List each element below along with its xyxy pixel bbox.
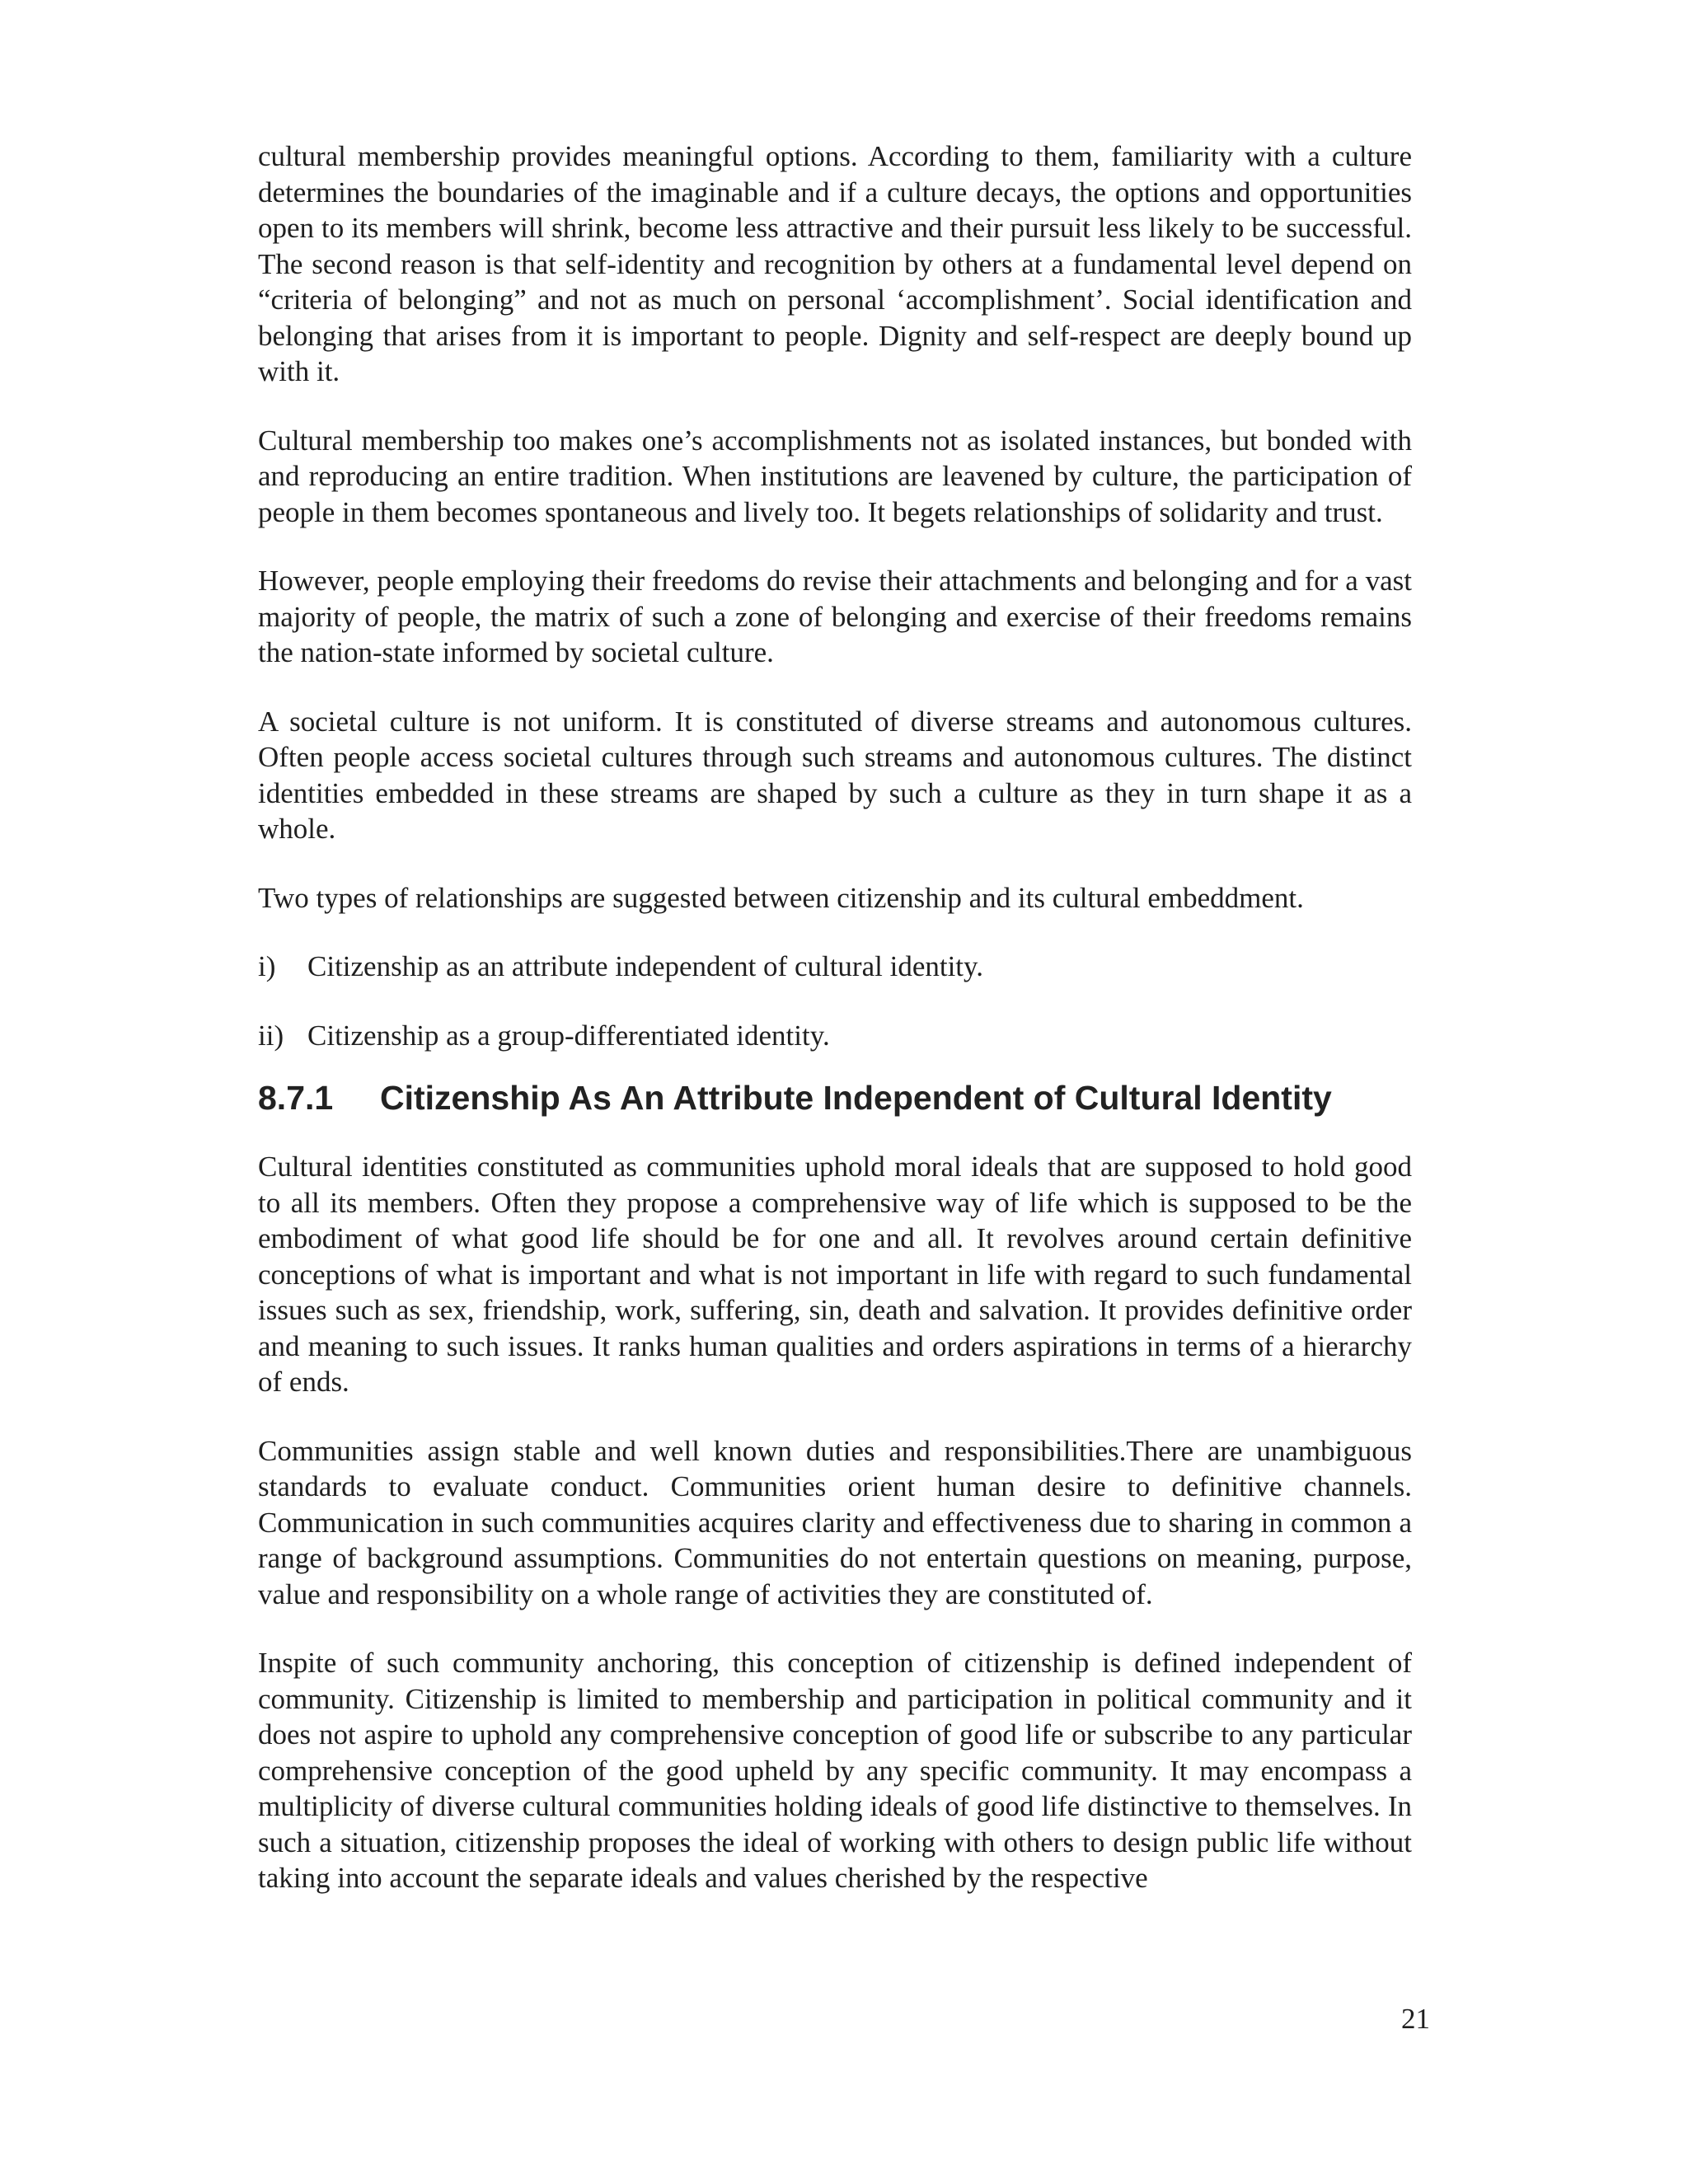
paragraph-cultural-membership-options: cultural membership provides meaningful options. According to them, familiarity with a culture determines the boundaries of the imaginable and if a culture decays, the options and opportunities open to its members will shrink, become less attractive and their pursuit less likely to be successful. The second reason is that self-identity and recognition by others at a fundamental level depend on “criteria of belonging” and not as much on personal ‘accomplishment’. Social identification and belonging that arises from it is important to people. Dignity and self-respect are deeply bound up with it. bbox=[258, 140, 1412, 387]
list-marker: i) bbox=[258, 950, 276, 982]
paragraph-community-anchoring: Inspite of such community anchoring, this conception of citizenship is defined independent of community. Citizenship is limited to membership and participation in political community and it does not aspire to uphold any comprehensive conception of good life or subscribe to any particular comprehensive conception of the good upheld by any specific community. It may encompass a multiplicity of diverse cultural communities holding ideals of good life distinctive to themselves. In such a situation, citizenship proposes the ideal of working with others to design public life without taking into account the separate ideals and values cherished by the respective bbox=[258, 1647, 1412, 1894]
paragraph-two-types: Two types of relationships are suggested between citizenship and its cultural embeddment. bbox=[258, 881, 1304, 914]
relationship-types-list bbox=[258, 949, 1412, 1053]
list-marker: ii) bbox=[258, 1019, 284, 1052]
paragraph-freedoms-belonging: However, people employing their freedoms do revise their attachments and belonging and for a vast majority of people, the matrix of such a zone of belonging and exercise of their freedoms remains the nation-state informed by societal culture. bbox=[258, 565, 1412, 668]
section-title: Citizenship As An Attribute Independent of Cultural Identity bbox=[380, 1079, 1332, 1117]
list-item bbox=[258, 949, 1412, 985]
page-body bbox=[258, 138, 1412, 1929]
paragraph-societal-culture: A societal culture is not uniform. It is constituted of diverse streams and autonomous cultures. Often people access societal cultures through such streams and autonomous cultures. The distinct identities embedded in these streams are shaped by such a culture as they in turn shape it as a whole. bbox=[258, 705, 1412, 845]
paragraph-cultural-membership-accomplishments: Cultural membership too makes one’s accomplishments not as isolated instances, but bonded with and reproducing an entire tradition. When institutions are leavened by culture, the participation of people in them becomes spontaneous and lively too. It begets relationships of solidarity and trust. bbox=[258, 424, 1412, 528]
section-heading bbox=[258, 1075, 1412, 1121]
paragraph-communities-duties: Communities assign stable and well known duties and responsibilities.There are unambiguous standards to evaluate conduct. Communities orient human desire to definitive channels. Communication in such communities acquires clarity and effectiveness due to sharing in common a range of background assumptions. Communities do not entertain questions on meaning, purpose, value and responsibility on a whole range of activities they are constituted of. bbox=[258, 1434, 1412, 1610]
paragraph-cultural-identities: Cultural identities constituted as communities uphold moral ideals that are supposed to hold good to all its members. Often they propose a comprehensive way of life which is supposed to be the embodiment of what good life should be for one and all. It revolves around certain definitive conceptions of what is important and what is not important in life with regard to such fundamental issues such as sex, friendship, work, suffering, sin, death and salvation. It provides definitive order and meaning to such issues. It ranks human qualities and orders aspirations in terms of a hierarchy of ends. bbox=[258, 1151, 1412, 1398]
list-item-text: Citizenship as a group-differentiated identity. bbox=[307, 1019, 830, 1052]
list-item-text: Citizenship as an attribute independent of cultural identity. bbox=[307, 950, 984, 982]
list-item bbox=[258, 1018, 1412, 1054]
page-number: 21 bbox=[1401, 2003, 1430, 2035]
section-number: 8.7.1 bbox=[258, 1079, 334, 1117]
